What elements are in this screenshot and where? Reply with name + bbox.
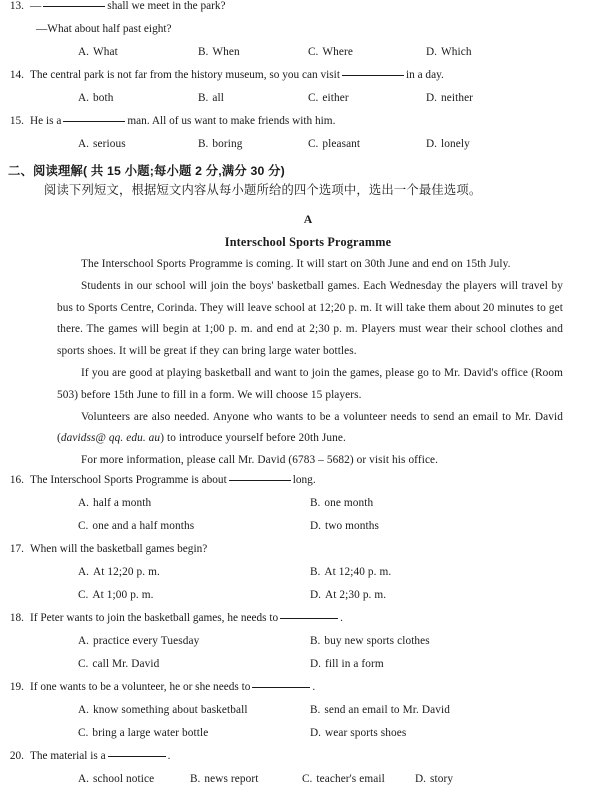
option-c[interactable] (78, 589, 310, 601)
option-letter: C. (78, 726, 89, 739)
question-15 (0, 115, 616, 138)
passage-paragraph-1: The Interschool Sports Programme is coming. It will start on 30th June and end on 15th July. (81, 258, 511, 270)
option-b[interactable] (310, 635, 540, 647)
option-letter: B. (310, 565, 321, 578)
volunteer-text-before-email: Volunteers are also needed. Anyone who wants to be a volunteer needs to send an email to Mr. David ( (57, 410, 563, 445)
question-stem-post: . (312, 680, 316, 693)
question-stem (30, 0, 616, 12)
option-c[interactable] (308, 92, 426, 104)
question-17-options-row-2 (0, 589, 616, 612)
option-a[interactable] (78, 566, 310, 578)
question-stem-post: shall we meet in the park? (107, 0, 226, 12)
option-text: one month (324, 496, 374, 509)
question-17-options-row-1 (0, 566, 616, 589)
question-stem-pre: He is a (30, 115, 62, 127)
option-letter: A. (78, 46, 89, 58)
option-text: all (212, 92, 224, 104)
option-text: serious (92, 138, 126, 150)
option-letter: C. (78, 588, 89, 601)
question-stem-pre: If one wants to be a volunteer, he or she needs to (30, 680, 251, 693)
option-text: one and a half months (92, 519, 195, 532)
option-letter: D. (415, 772, 426, 785)
question-stem (30, 681, 616, 693)
question-19-options-row-1 (0, 704, 616, 727)
question-19 (0, 681, 616, 704)
option-text: bring a large water bottle (92, 726, 209, 739)
option-letter: D. (426, 92, 437, 104)
option-b[interactable] (198, 138, 308, 150)
option-d[interactable] (415, 773, 515, 785)
passage-letter: A (303, 212, 313, 226)
option-b[interactable] (310, 566, 540, 578)
option-text: Where (322, 46, 353, 58)
option-text: At 12;20 p. m. (92, 565, 160, 578)
option-d[interactable] (310, 520, 540, 532)
question-number: 18. (9, 611, 24, 624)
option-letter: C. (78, 519, 89, 532)
option-text: news report (204, 772, 259, 785)
volunteer-email: davidss@ qq. edu. au (60, 432, 161, 445)
option-c[interactable] (78, 658, 310, 670)
option-c[interactable] (78, 520, 310, 532)
option-text: At 1;00 p. m. (92, 588, 154, 601)
option-text: wear sports shoes (324, 726, 407, 739)
option-letter: B. (198, 138, 209, 150)
question-16-options-row-2 (0, 520, 616, 543)
question-14-options (0, 92, 616, 115)
option-a[interactable] (78, 138, 198, 150)
option-text: fill in a form (324, 657, 384, 670)
question-13-options (0, 46, 616, 69)
question-16-options-row-1 (0, 497, 616, 520)
question-number: 16. (9, 473, 24, 486)
option-text: pleasant (322, 138, 361, 150)
option-letter: C. (78, 657, 89, 670)
option-letter: A. (78, 703, 89, 716)
passage-paragraph-2: Students in our school will join the boys' basketball games. Each Wednesday the players will travel by bus to Sports Centre, Corinda. They will leave school at 12;20 p. m. It will take them about 20 minutes to get there. The games will begin at 1;00 p. m. and end at 2;30 p. m. Players must wear their school clothes and sports shoes. It will be great if they can bring large water bottles. (57, 279, 563, 358)
option-d[interactable] (310, 589, 540, 601)
section-instruction: 阅读下列短文，根据短文内容从每小题所给的四个选项中，选出一个最佳选项。 (44, 183, 482, 197)
option-letter: A. (78, 138, 89, 150)
question-stem-pre: The material is a (30, 749, 106, 762)
option-text: boring (212, 138, 243, 150)
option-a[interactable] (78, 773, 190, 785)
option-letter: A. (78, 496, 89, 509)
option-text: buy new sports clothes (324, 634, 430, 647)
option-d[interactable] (426, 46, 536, 58)
option-text: When (212, 46, 240, 58)
question-20-options (0, 773, 616, 796)
option-b[interactable] (310, 704, 540, 716)
answer-blank[interactable] (229, 480, 291, 481)
option-letter: B. (198, 46, 209, 58)
question-18-options-row-1 (0, 635, 616, 658)
option-letter: D. (426, 46, 437, 58)
option-text: teacher's email (316, 772, 385, 785)
answer-blank[interactable] (43, 6, 105, 7)
question-stem (30, 69, 616, 81)
option-a[interactable] (78, 635, 310, 647)
option-letter: D. (426, 138, 437, 150)
question-20 (0, 750, 616, 773)
option-text: Which (440, 46, 472, 58)
option-letter: D. (310, 726, 321, 739)
question-stem-post: . (167, 749, 171, 762)
option-b[interactable] (190, 773, 302, 785)
question-17 (0, 543, 616, 566)
option-letter: B. (198, 92, 209, 104)
question-number: 17. (9, 542, 24, 555)
question-number: 13. (9, 0, 24, 12)
option-a[interactable] (78, 704, 310, 716)
option-c[interactable] (78, 727, 310, 739)
question-13 (0, 0, 616, 23)
option-text: both (92, 92, 114, 104)
question-18 (0, 612, 616, 635)
question-19-options-row-2 (0, 727, 616, 750)
question-stem: When will the basketball games begin? (30, 542, 208, 555)
option-text: At 12;40 p. m. (324, 565, 392, 578)
option-a[interactable] (78, 497, 310, 509)
option-letter: B. (190, 772, 201, 785)
question-stem-pre: The Interschool Sports Programme is about (30, 473, 227, 486)
question-number: 20. (9, 749, 24, 762)
option-b[interactable] (310, 497, 540, 509)
option-letter: C. (302, 772, 313, 785)
option-letter: B. (310, 496, 321, 509)
passage-title: Interschool Sports Programme (224, 235, 392, 249)
passage-paragraph-volunteer (0, 407, 616, 451)
question-16 (0, 474, 616, 497)
answer-blank[interactable] (342, 75, 404, 76)
option-d[interactable] (310, 727, 540, 739)
option-c[interactable] (302, 773, 415, 785)
question-stem-post: . (340, 611, 343, 624)
option-c[interactable] (308, 138, 426, 150)
answer-blank[interactable] (63, 121, 125, 122)
passage-paragraph-4: For more information, please call Mr. David (6783 – 5682) or visit his office. (81, 454, 439, 467)
question-number: 19. (9, 680, 24, 693)
option-letter: D. (310, 657, 321, 670)
answer-blank[interactable] (280, 618, 338, 619)
option-a[interactable] (78, 92, 198, 104)
question-stem-pre: — (30, 0, 42, 12)
option-letter: B. (310, 634, 321, 647)
option-letter: D. (310, 588, 321, 601)
option-text: either (322, 92, 349, 104)
question-stem-pre: The central park is not far from the history museum, so you can visit (30, 69, 340, 81)
option-d[interactable] (310, 658, 540, 670)
option-letter: A. (78, 565, 89, 578)
option-b[interactable] (198, 92, 308, 104)
option-letter: A. (78, 772, 89, 785)
question-number: 15. (9, 115, 24, 127)
question-13-continuation (0, 23, 616, 46)
question-number: 14. (9, 69, 24, 81)
question-14 (0, 69, 616, 92)
question-stem (30, 612, 616, 624)
volunteer-text-after-email: ) to introduce yourself before 20th June. (160, 432, 346, 445)
question-stem (30, 474, 616, 486)
question-stem-pre: If Peter wants to join the basketball games, he needs to (30, 611, 279, 624)
option-text: lonely (440, 138, 470, 150)
option-text: neither (440, 92, 474, 104)
question-15-options (0, 138, 616, 161)
question-stem (30, 750, 616, 762)
answer-blank[interactable] (252, 687, 310, 688)
option-b[interactable] (198, 46, 308, 58)
option-c[interactable] (308, 46, 426, 58)
option-d[interactable] (426, 92, 536, 104)
question-stem-post: in a day. (405, 69, 444, 81)
option-text: practice every Tuesday (92, 634, 200, 647)
option-text: call Mr. David (92, 657, 160, 670)
option-letter: B. (310, 703, 321, 716)
answer-blank[interactable] (108, 756, 166, 757)
option-letter: A. (78, 92, 89, 104)
option-letter: C. (308, 46, 319, 58)
passage-paragraph-3: If you are good at playing basketball and want to join the games, please go to Mr. David's office (Room 503) before 15th June to fill in a form. We will choose 15 players. (57, 366, 563, 401)
question-18-options-row-2 (0, 658, 616, 681)
option-a[interactable] (78, 46, 198, 58)
option-letter: C. (308, 138, 319, 150)
option-text: half a month (92, 496, 152, 509)
option-d[interactable] (426, 138, 536, 150)
section-heading: 二、阅读理解( 共 15 小题;每小题 2 分,满分 30 分) (8, 164, 285, 178)
option-letter: A. (78, 634, 89, 647)
option-text: story (429, 772, 454, 785)
option-letter: D. (310, 519, 321, 532)
option-text: school notice (92, 772, 155, 785)
question-stem (30, 115, 616, 127)
option-text: At 2;30 p. m. (324, 588, 387, 601)
option-letter: C. (308, 92, 319, 104)
question-stem-post: long. (292, 473, 316, 486)
option-text: send an email to Mr. David (324, 703, 450, 716)
option-text: know something about basketball (92, 703, 248, 716)
option-text: What (92, 46, 118, 58)
question-continuation-text: —What about half past eight? (36, 23, 172, 35)
question-stem-post: man. All of us want to make friends with him. (127, 115, 336, 127)
option-text: two months (324, 519, 380, 532)
